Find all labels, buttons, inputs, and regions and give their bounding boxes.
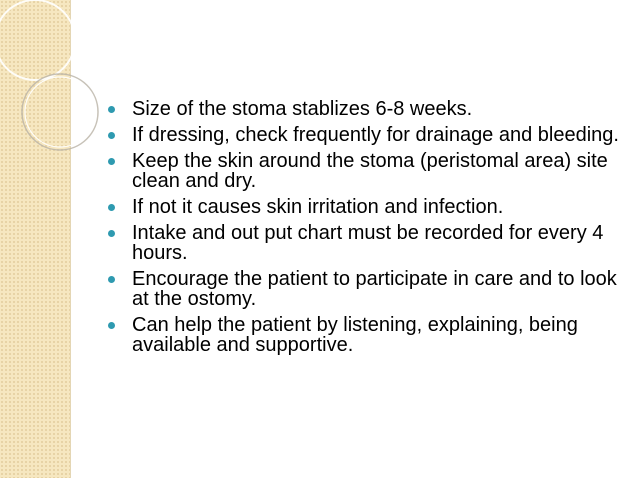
- bullet-dot-icon: [108, 322, 115, 329]
- bullet-text: Size of the stoma stablizes 6-8 weeks.: [132, 98, 473, 120]
- bullet-list: [108, 99, 623, 355]
- bullet-item: [108, 99, 623, 119]
- bullet-text: Intake and out put chart must be recorded for every 4 hours.: [132, 222, 604, 264]
- bullet-text: If dressing, check frequently for drainage and bleeding.: [132, 124, 619, 146]
- bullet-item: [108, 269, 623, 309]
- bullet-dot-icon: [108, 204, 115, 211]
- bullet-dot-icon: [108, 158, 115, 165]
- bullet-item: [108, 223, 623, 263]
- bullet-item: [108, 315, 623, 355]
- slide-content: [108, 99, 623, 361]
- bullet-item: [108, 151, 623, 191]
- bullet-dot-icon: [108, 276, 115, 283]
- bullet-dot-icon: [108, 230, 115, 237]
- bullet-item: [108, 197, 623, 217]
- bullet-dot-icon: [108, 132, 115, 139]
- bullet-text: Encourage the patient to participate in care and to look at the ostomy.: [132, 268, 617, 310]
- bullet-item: [108, 125, 623, 145]
- bullet-text: Keep the skin around the stoma (peristomal area) site clean and dry.: [132, 150, 608, 192]
- bullet-dot-icon: [108, 106, 115, 113]
- bullet-text: If not it causes skin irritation and infection.: [132, 196, 504, 218]
- bullet-text: Can help the patient by listening, explaining, being available and supportive.: [132, 314, 578, 356]
- decorative-circles: [0, 0, 120, 200]
